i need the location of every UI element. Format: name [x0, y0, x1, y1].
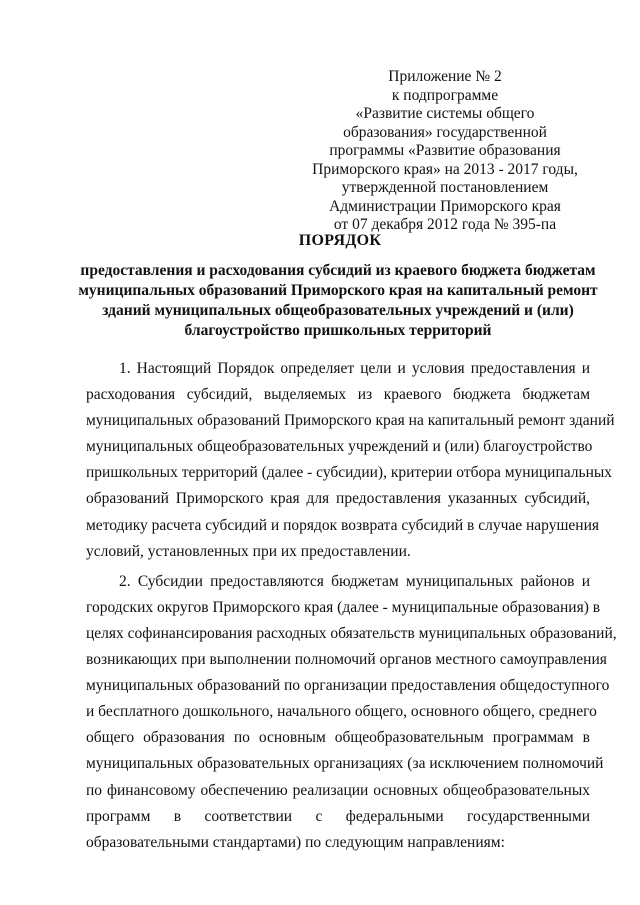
approval-stamp-block: [300, 68, 590, 235]
text-line: городских округов Приморского края (далее - муниципальные образования) в: [86, 598, 601, 616]
subtitle-line: зданий муниципальных общеобразовательных учреждений и (или): [102, 302, 574, 319]
approval-line: к подпрограмме: [391, 86, 499, 104]
text-line: 1. Настоящий Порядок определяет цели и условия предоставления и: [119, 360, 590, 377]
text-line: пришкольных территорий (далее - субсидии), критерии отбора муниципальных: [86, 464, 613, 482]
approval-line: «Развитие системы общего: [355, 105, 535, 122]
approval-line: Приложение № 2: [388, 68, 502, 85]
subtitle-line: благоустройство пришкольных территорий: [184, 322, 492, 339]
approval-line: программы «Развитие образования: [329, 142, 561, 159]
text-line: образовательными стандартами) по следующим направлениям:: [86, 833, 505, 851]
text-line: и бесплатного дошкольного, начального общего, основного общего, среднего: [86, 703, 597, 721]
approval-line: Администрации Приморского края: [329, 197, 561, 215]
document-title: ПОРЯДОК: [298, 232, 382, 249]
text-line: возникающих при выполнении полномочий органов местного самоуправления: [86, 651, 607, 669]
text-line: муниципальных образовательных организациях (за исключением полномочий: [86, 755, 604, 773]
text-line: программ в соответствии с федеральными государственными: [86, 807, 590, 825]
approval-line: Приморского края» на 2013 - 2017 годы,: [312, 160, 578, 178]
text-line: по финансовому обеспечению реализации основных общеобразовательных: [86, 781, 590, 799]
text-line: методику расчета субсидий и порядок возврата субсидий в случае нарушения: [86, 516, 600, 534]
approval-line: от 07 декабря 2012 года № 395-па: [333, 216, 557, 233]
text-line: 2. Субсидии предоставляются бюджетам муниципальных районов и: [119, 572, 590, 590]
text-line: расходования субсидий, выделяемых из краевого бюджета бюджетам: [86, 386, 590, 404]
text-line: муниципальных образований Приморского края на капитальный ремонт зданий: [86, 412, 615, 430]
subtitle-line: муниципальных образований Приморского края на капитальный ремонт: [78, 282, 598, 299]
paragraph-2: [86, 569, 617, 856]
document-subtitle: [78, 261, 598, 341]
text-line: условий, установленных при их предоставлении.: [86, 542, 411, 560]
text-line: образований Приморского края для предоставления указанных субсидий,: [86, 490, 590, 508]
subtitle-line: предоставления и расходования субсидий из краевого бюджета бюджетам: [80, 262, 596, 279]
text-line: муниципальных образований по организации предоставления общедоступного: [86, 677, 610, 695]
text-line: муниципальных общеобразовательных учреждений и (или) благоустройство: [86, 438, 593, 456]
paragraph-1: [86, 356, 615, 565]
text-line: целях софинансирования расходных обязательств муниципальных образований,: [86, 624, 617, 642]
approval-line: утвержденной постановлением: [341, 179, 549, 196]
approval-line: образования» государственной: [343, 123, 547, 141]
text-line: общего образования по основным общеобразовательным программам в: [86, 729, 590, 747]
document-body: [86, 356, 617, 856]
